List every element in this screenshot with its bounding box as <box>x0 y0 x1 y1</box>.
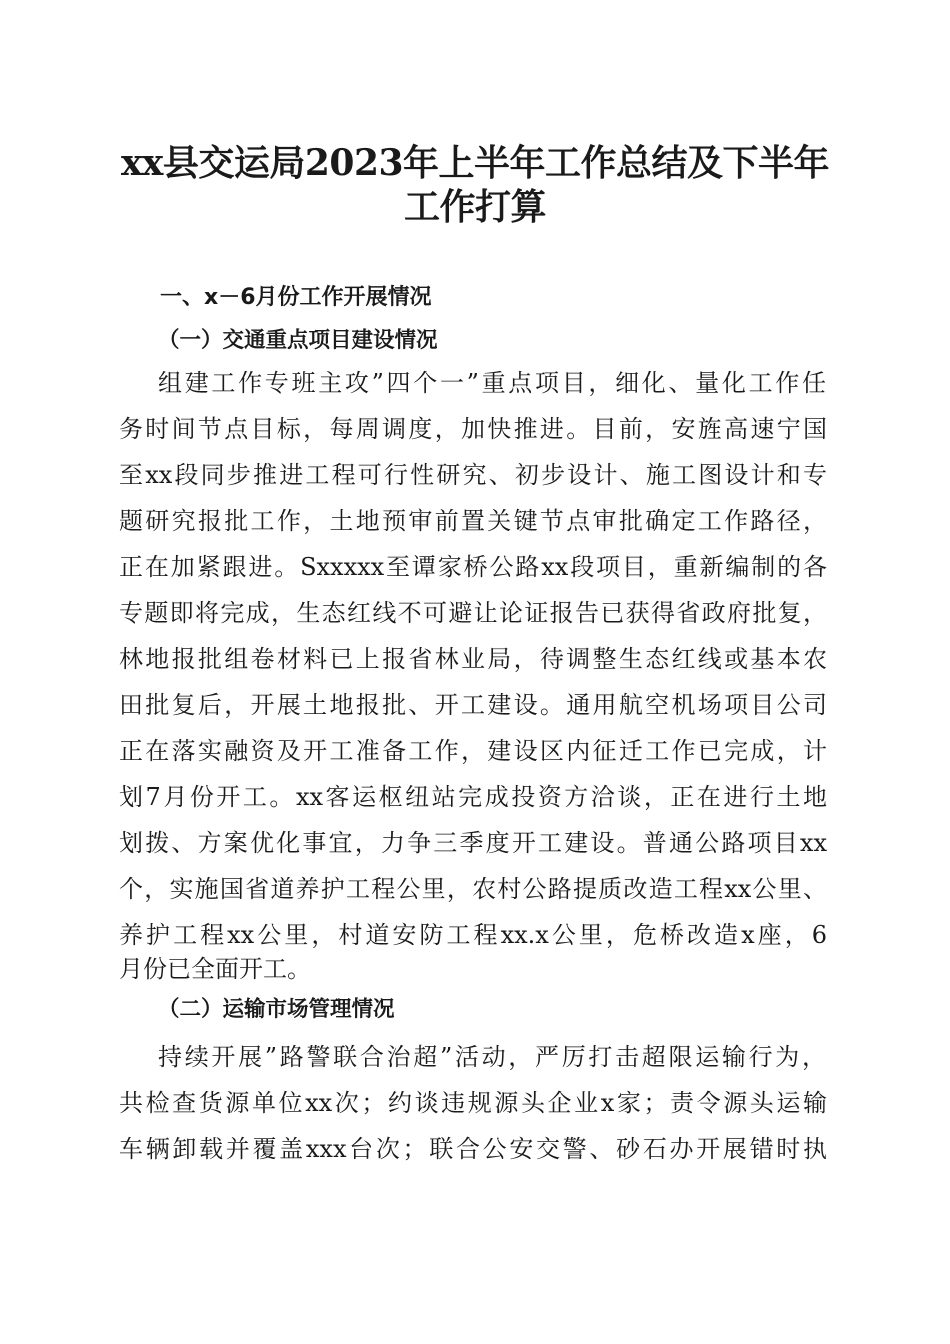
paragraph-line: 正在加紧跟进。Sxxxxx至谭家桥公路xx段项目，重新编制的各 <box>119 553 827 581</box>
section-heading: 一、x－6月份工作开展情况 <box>160 285 432 310</box>
subsection-heading-2: （二）运输市场管理情况 <box>158 997 395 1022</box>
paragraph-line: 至xx段同步推进工程可行性研究、初步设计、施工图设计和专 <box>119 461 827 489</box>
subsection-heading-1: （一）交通重点项目建设情况 <box>158 328 438 353</box>
document-title-line-1: xx县交运局2023年上半年工作总结及下半年 <box>120 142 830 184</box>
paragraph-line: 题研究报批工作，土地预审前置关键节点审批确定工作路径， <box>119 507 827 535</box>
paragraph-line: 务时间节点目标，每周调度，加快推进。目前，安旌高速宁国 <box>119 415 827 443</box>
paragraph-line: 养护工程xx公里，村道安防工程xx.x公里，危桥改造x座，6 <box>119 921 827 949</box>
paragraph-line: 林地报批组卷材料已上报省林业局，待调整生态红线或基本农 <box>119 645 827 673</box>
paragraph-line: 持续开展”路警联合治超”活动，严厉打击超限运输行为， <box>158 1043 826 1071</box>
paragraph-line: 组建工作专班主攻”四个一”重点项目，细化、量化工作任 <box>158 369 826 397</box>
paragraph-line: 划7月份开工。xx客运枢纽站完成投资方洽谈，正在进行土地 <box>119 783 827 811</box>
paragraph-line: 个，实施国省道养护工程公里，农村公路提质改造工程xx公里、 <box>119 875 827 903</box>
document-title-line-2: 工作打算 <box>403 186 546 228</box>
paragraph-line: 月份已全面开工。 <box>119 955 311 983</box>
paragraph-line: 田批复后，开展土地报批、开工建设。通用航空机场项目公司 <box>119 691 827 719</box>
paragraph-line: 共检查货源单位xx次；约谈违规源头企业x家；责令源头运输 <box>119 1089 827 1117</box>
paragraph-line: 正在落实融资及开工准备工作，建设区内征迁工作已完成，计 <box>119 737 827 765</box>
paragraph-line: 划拨、方案优化事宜，力争三季度开工建设。普通公路项目xx <box>119 829 827 857</box>
paragraph-line: 专题即将完成，生态红线不可避让论证报告已获得省政府批复， <box>119 599 827 627</box>
paragraph-line: 车辆卸载并覆盖xxx台次；联合公安交警、砂石办开展错时执 <box>119 1135 827 1163</box>
